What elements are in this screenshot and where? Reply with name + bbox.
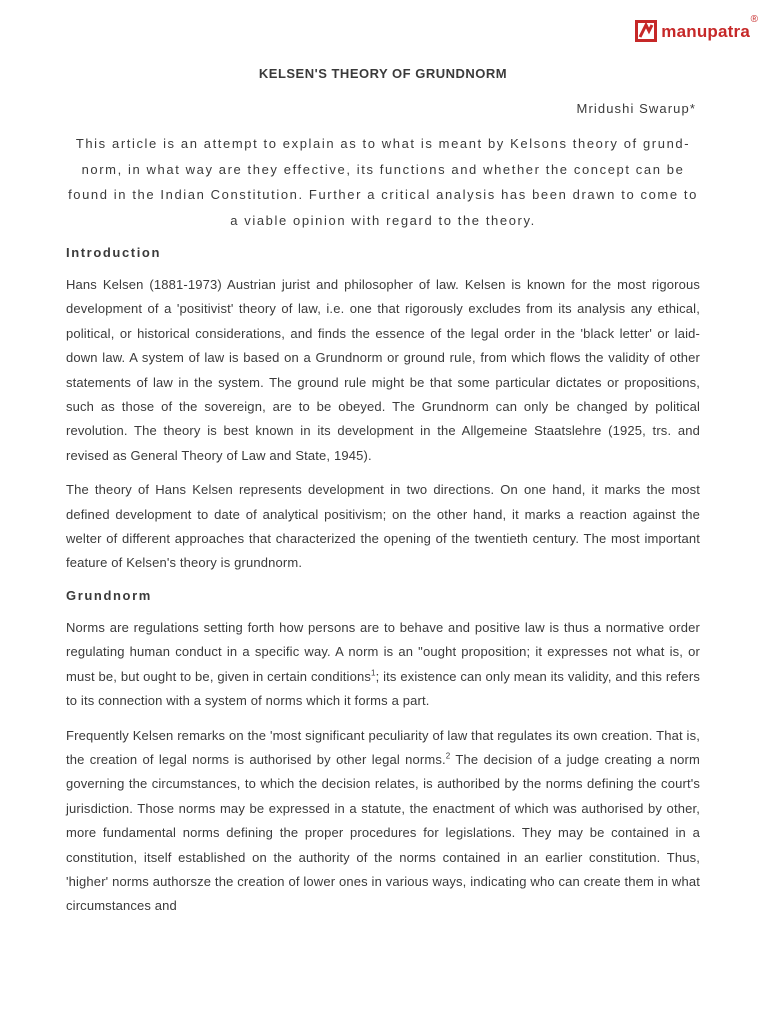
- logo-text: manupatra: [661, 21, 750, 41]
- grundnorm-p2-text-b: The decision of a judge creating a norm governing the circumstances, to which the decision relates, is authoribed by the norms defining the court's jurisdiction. Those norms may be expressed in a statute, the enactment of which was authorised by other, more fundamental norms defining the proper procedures for legislations. They may be contained in a constitution, itself established on the authority of the norms contained in an earlier constitution. Thus, 'higher' norms authorsze the creation of lower ones in various ways, indicating who can create them in what circumstances and: [66, 751, 700, 914]
- abstract: This article is an attempt to explain as to what is meant by Kelsons theory of grund-norm, in what way are they effective, its functions and whether the concept can be found in the Indian Constitution. Further a critical analysis has been drawn to come to a viable opinion with regard to the theory.: [68, 136, 698, 228]
- grundnorm-p1-text-a: Norms are regulations setting forth how persons are to behave and positive law is thus a normative order regulating human conduct in a specific way. A norm is an "ought proposition; it expresses not what is, or must be, but ought to be, given in certain conditions: [66, 619, 700, 684]
- footnote-ref-2: 2: [445, 751, 451, 761]
- intro-paragraph-1: Hans Kelsen (1881-1973) Austrian jurist and philosopher of law. Kelsen is known for the most rigorous development of a 'positivist' theory of law, i.e. one that rigorously excludes from its analysis any ethical, political, or historical considerations, and finds the essence of the legal order in the 'black letter' or laid-down law. A system of law is based on a Grundnorm or ground rule, from which flows the validity of other statements of law in the system. The ground rule might be that some particular dictates or propositions, such as those of the sovereign, are to be obeyed. The Grundnorm can only be changed by political revolution. The theory is best known in its development in the Allgemeine Staatslehre (1925, trs. and revised as General Theory of Law and State, 1945).: [66, 277, 700, 463]
- registered-mark: ®: [750, 14, 758, 25]
- manupatra-logo-icon: [635, 20, 657, 42]
- grundnorm-p1-text-b: ; its existence can only mean its validity, and this refers to its connection with a system of norms which it forms a part.: [66, 668, 700, 709]
- document-page: [66, 66, 700, 919]
- grundnorm-paragraph-2: [66, 724, 700, 919]
- grundnorm-paragraph-1: [66, 616, 700, 714]
- heading-introduction: Introduction: [66, 245, 162, 260]
- intro-paragraph-2: The theory of Hans Kelsen represents development in two directions. On one hand, it marks the most defined development to date of analytical positivism; on the other hand, it marks a reaction against the welter of different approaches that characterized the opening of the twentieth century. The most important feature of Kelsen's theory is grundnorm.: [66, 482, 700, 571]
- footnote-ref-1: 1: [370, 668, 376, 678]
- grundnorm-p2-text-a: Frequently Kelsen remarks on the 'most significant peculiarity of law that regulates its own creation. That is, the creation of legal norms is authorised by other legal norms.: [66, 727, 700, 767]
- manupatra-logo: [635, 14, 758, 42]
- author-name: Mridushi Swarup*: [576, 101, 696, 116]
- heading-grundnorm: Grundnorm: [66, 587, 152, 603]
- document-title: KELSEN'S THEORY OF GRUNDNORM: [258, 66, 508, 81]
